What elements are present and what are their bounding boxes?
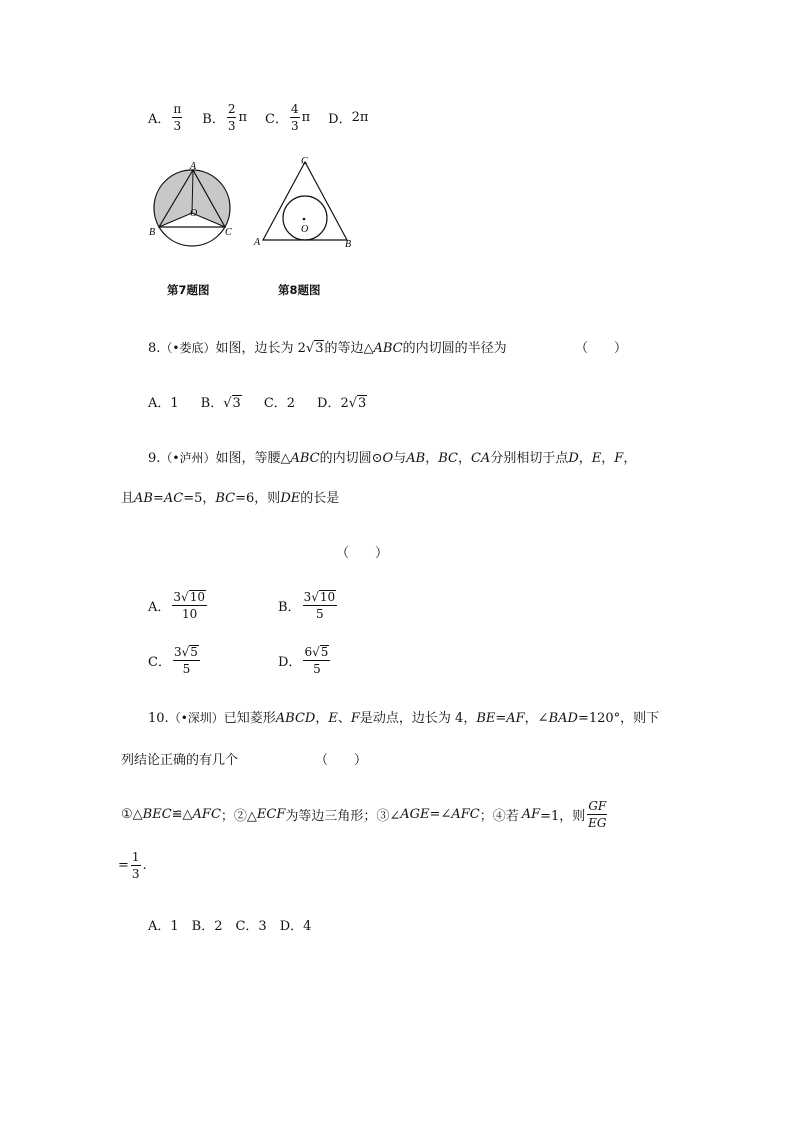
q9-option-a-fraction: $\frac{3√10}{10}$ <box>173 590 205 621</box>
q9-option-b-fraction: $\frac{3√10}{5}$ <box>303 590 336 621</box>
q10-statements: ①△ BEC ≌△ AFC ；②△ ECF 为等边三角形；③∠ AGE =∠ AFC ；④若 AF =1，则 $\frac{GF}{EG}$ <box>121 798 607 830</box>
q9-option-c: C． $\frac{3√5}{5}$ <box>148 645 198 676</box>
q8-option-b-letter: B． <box>200 396 224 411</box>
q8-option-c: C．2 <box>263 396 296 411</box>
q8-option-a: A．1 <box>148 396 179 411</box>
fig8-label-o: O <box>301 224 309 235</box>
q10-options: A．1 B．2 C．3 D．4 <box>148 919 312 934</box>
q7-option-d-text: 2π <box>351 109 369 125</box>
q9-option-b: B． $\frac{3√10}{5}$ <box>278 590 336 621</box>
q9-number: 9. <box>148 451 161 466</box>
q8-paren: （ ） <box>575 341 628 356</box>
fig8-label-c: C <box>301 156 308 167</box>
q10-number: 10. <box>148 711 169 726</box>
fig7-shaded-sector-left <box>154 170 193 227</box>
q9-stem-line2: 且AB=AC=5，BC=6，则DE的长是 <box>121 491 340 506</box>
q10-stem-line2: 列结论正确的有几个 <box>121 753 239 768</box>
q7-option-b-fraction: $\frac{2}{3}$ <box>227 101 236 133</box>
q8-option-d-letter: D．2 <box>317 396 349 411</box>
q7-option-b-letter: B． <box>202 111 225 127</box>
figure-7 <box>145 158 245 250</box>
q8-option-b-sqrt: √3 <box>223 396 241 411</box>
q7-option-a-letter: A． <box>148 111 171 127</box>
q8-sqrt: √3 <box>305 341 324 356</box>
q9-option-d: D． $\frac{6√5}{5}$ <box>278 645 329 676</box>
q8-number: 8. <box>148 341 161 356</box>
fig7-label-c: C <box>225 227 232 238</box>
q10-gf-eg-fraction: $\frac{GF}{EG}$ <box>588 798 607 830</box>
fig8-label-a: A <box>254 237 261 248</box>
q9-option-d-fraction: $\frac{6√5}{5}$ <box>304 645 329 676</box>
q7-option-a-fraction: $\frac{\pi}{3}$ <box>173 101 182 133</box>
fig7-caption: 第7题图 <box>167 283 210 297</box>
fig7-label-o: O <box>190 208 198 219</box>
q9-option-c-fraction: $\frac{3√5}{5}$ <box>173 645 198 676</box>
q10-one-third-fraction: $\frac{1}{3}$ <box>131 849 140 881</box>
q7-option-c-fraction: $\frac{4}{3}$ <box>290 101 299 133</box>
fig7-label-b: B <box>149 227 156 238</box>
q10-source: （•深圳） <box>168 711 224 725</box>
q7-option-d-letter: D． <box>328 111 352 127</box>
q7-options <box>148 100 368 134</box>
q9-source: （•泸州） <box>160 451 216 465</box>
q8-options <box>148 392 367 411</box>
q7-option-b-suffix: π <box>238 109 248 125</box>
q9-stem-line1: 9.（•泸州）如图，等腰△ABC的内切圆⊙O与AB，BC，CA分别相切于点D，E，F， <box>148 451 637 466</box>
q8-stem: 8.（•娄底）如图，边长为 2√3的等边△ABC的内切圆的半径为 <box>148 341 507 356</box>
fig8-caption: 第8题图 <box>278 283 321 297</box>
q10-paren: （ ） <box>315 753 368 768</box>
q8-option-d-sqrt: √3 <box>348 396 367 411</box>
q10-stem-line1: 10.（•深圳）已知菱形ABCD，E、F是动点，边长为 4，BE=AF，∠BAD=120°，则下 <box>148 711 660 726</box>
fig7-label-a: A <box>190 161 197 172</box>
fig8-center-dot <box>303 218 306 221</box>
q10-statement-continued: = $\frac{1}{3}$ . <box>118 849 147 881</box>
figure-8 <box>250 152 360 250</box>
q8-source: （•娄底） <box>160 341 216 355</box>
q9-option-a: A． $\frac{3√10}{10}$ <box>148 590 205 621</box>
q7-option-c-suffix: π <box>301 109 311 125</box>
fig8-label-b: B <box>345 239 352 250</box>
q7-option-c-letter: C． <box>265 111 288 127</box>
q9-paren: （ ） <box>336 546 389 561</box>
